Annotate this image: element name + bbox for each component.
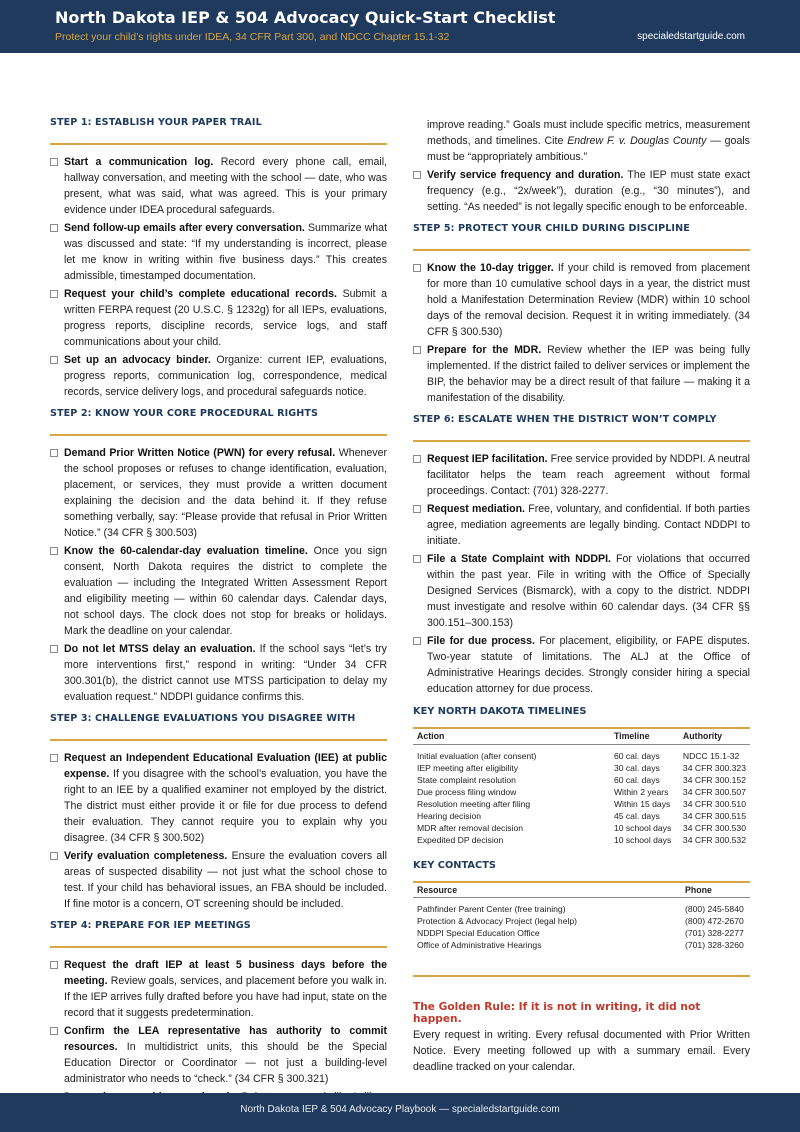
- table-row: Hearing decision 45 cal. days 34 CFR 300.515: [417, 810, 746, 821]
- column-header: Authority: [679, 729, 750, 744]
- table-row: Resolution meeting after filing Within 15 days 34 CFR 300.510: [417, 798, 746, 809]
- item-lead: Start a communication log.: [64, 156, 214, 168]
- item-text: Organize: current IEP, evaluations, progress reports, communication log, correspondence, medical records, service delivery logs, and procedural safeguards notice.: [64, 354, 387, 398]
- checkbox[interactable]: [50, 449, 58, 457]
- checklist-item[interactable]: [413, 451, 750, 499]
- left-column: [50, 117, 387, 1105]
- item-lead: Request your child’s complete educational records.: [64, 288, 337, 300]
- item-text: Ensure the evaluation covers all areas of suspected disability — not just what the school chose to test. If your child has behavioral issues, an FBA should be included. If fine motor is a concern, OT screening should be included.: [64, 850, 387, 910]
- item-text: Once you sign consent, North Dakota requires the district to complete the evaluation — including the Integrated Written Assessment Report and eligibility meeting — within 60 calendar days. Calendar days, not school days. The clock does not stop for breaks or holidays. Mark the deadline on your calendar.: [64, 545, 387, 637]
- page-subtitle: Protect your child’s rights under IDEA, 34 CFR Part 300, and NDCC Chapter 15.1-32: [55, 31, 450, 43]
- step-3-heading: STEP 3: CHALLENGE EVALUATIONS YOU DISAGREE WITH: [50, 713, 356, 724]
- item-text: Whenever the school proposes or refuses to change identification, evaluation, placement, or services, they must provide a written document explaining the decision and the data behind it. If they refuse something verbally, say: “Please provide that refusal in Prior Written Notice.” (34 CFR § 300.503): [64, 447, 387, 539]
- column-header: Action: [413, 729, 610, 744]
- item-continuation: improve reading.” Goals must include specific metrics, measurement methods, and timelines. Cite Endrew F. v. Douglas County — goals must be “appropriately ambitious.”: [427, 119, 750, 163]
- item-text: Free service provided by NDDPI. A neutral facilitator helps the team reach agreement without formal proceedings. Contact: (701) 328-2277.: [427, 453, 751, 497]
- checkbox[interactable]: [50, 961, 58, 969]
- item-lead: Prepare for the MDR.: [427, 344, 542, 356]
- checkbox[interactable]: [413, 555, 421, 563]
- checkbox[interactable]: [50, 1027, 58, 1035]
- step-4-heading: STEP 4: PREPARE FOR IEP MEETINGS: [50, 920, 251, 931]
- item-text: Record every phone call, email, hallway conversation, and meeting with the school — date, who was present, what was said, what was agreed. This is your primary evidence under IDEA procedural safeguards.: [64, 156, 387, 216]
- item-text: Review whether the IEP was being fully implemented. If the district failed to deliver services or implement the BIP, the behavior may be a direct result of that failure — making it a manifestation of the disability.: [427, 344, 750, 404]
- checkbox[interactable]: [50, 547, 58, 555]
- checklist-item[interactable]: [50, 750, 387, 846]
- item-text: For placement, eligibility, or FAPE disputes. Two-year statute of limitations. The ALJ at the Office of Administrative Hearings decides. Strongly consider hiring a special education attorney for due process.: [427, 635, 750, 695]
- table-row: Office of Administrative Hearings (701) 328-3260: [417, 940, 744, 950]
- item-lead: Send follow-up emails after every conversation.: [64, 222, 305, 234]
- checklist-item[interactable]: [413, 342, 750, 406]
- checkbox[interactable]: [50, 290, 58, 298]
- checklist-item[interactable]: [413, 633, 750, 697]
- step-2-heading: STEP 2: KNOW YOUR CORE PROCEDURAL RIGHTS: [50, 408, 319, 419]
- item-text: Review goals, services, and placement before you walk in. If the IEP arrives fully drafted before you have had input, state on the record that it suggests predetermination.: [64, 975, 387, 1019]
- table-row: MDR after removal decision 10 school days 34 CFR 300.530: [417, 822, 746, 833]
- item-lead: Verify evaluation completeness.: [64, 850, 228, 862]
- item-text: If you disagree with the school’s evaluation, you have the right to an IEE by a qualified examiner not employed by the district. The district must either provide it or file for due process to defend their evaluation. They cannot require you to explain why you disagree. (34 CFR § 300.502): [64, 768, 387, 844]
- checkbox[interactable]: [413, 346, 421, 354]
- item-lead: Request IEP facilitation.: [427, 453, 548, 465]
- step-1-heading: STEP 1: ESTABLISH YOUR PAPER TRAIL: [50, 117, 262, 128]
- item-lead: Verify service frequency and duration.: [427, 169, 624, 181]
- footer-text: North Dakota IEP & 504 Advocacy Playbook — specialedstartguide.com: [240, 1104, 560, 1115]
- item-lead: Know the 60-calendar-day evaluation timeline.: [64, 545, 308, 557]
- item-lead: Confirm the LEA representative has authority to commit resources.: [64, 1025, 387, 1053]
- item-lead: Do not let MTSS delay an evaluation.: [64, 643, 256, 655]
- checklist-item[interactable]: [50, 641, 387, 705]
- item-text: Submit a written FERPA request (20 U.S.C. § 1232g) for all IEPs, evaluations, progress reports, discipline records, service logs, and staff communications about your child.: [64, 288, 388, 348]
- checklist-item[interactable]: [50, 1023, 387, 1087]
- page-title: North Dakota IEP & 504 Advocacy Quick-Start Checklist: [55, 8, 556, 27]
- checklist-item[interactable]: [50, 957, 387, 1021]
- item-lead: File for due process.: [427, 635, 535, 647]
- table-row: Initial evaluation (after consent) 60 cal. days NDCC 15.1-32: [417, 750, 740, 761]
- item-lead: Request an Independent Educational Evaluation (IEE) at public expense.: [64, 752, 387, 780]
- item-text: If the school says “let’s try more interventions first,” respond in writing: “Under 34 CFR 300.301(b), the district cannot use MTSS participation to delay my evaluation request.” NDDPI guidance confirms this.: [64, 643, 387, 703]
- right-column: [413, 117, 750, 1075]
- contacts-table: [413, 881, 750, 952]
- checklist-item[interactable]: [50, 286, 387, 350]
- step-6-heading: STEP 6: ESCALATE WHEN THE DISTRICT WON’T COMPLY: [413, 414, 717, 425]
- table-row: Protection & Advocacy Project (legal help) (800) 472-2670: [417, 916, 744, 926]
- table-row: IEP meeting after eligibility 30 cal. days 34 CFR 300.323: [417, 762, 746, 773]
- item-lead: Know the 10-day trigger.: [427, 262, 554, 274]
- table-row: Due process filing window Within 2 years 34 CFR 300.507: [417, 786, 746, 797]
- page-header: [0, 0, 800, 53]
- checkbox[interactable]: [50, 158, 58, 166]
- item-text: The IEP must state exact frequency (e.g., “2x/week”), duration (e.g., “30 minutes”), and setting. “As needed” is not legally specific enough to be enforceable.: [427, 169, 751, 213]
- checklist-item[interactable]: [50, 445, 387, 541]
- checklist-item[interactable]: [50, 220, 387, 284]
- column-header: Phone: [681, 883, 750, 898]
- item-lead: Demand Prior Written Notice (PWN) for every refusal.: [64, 447, 336, 459]
- column-header: Timeline: [610, 729, 679, 744]
- checkbox[interactable]: [50, 356, 58, 364]
- checkbox[interactable]: [413, 264, 421, 272]
- table-row: Pathfinder Parent Center (free training) (800) 245-5840: [417, 904, 744, 914]
- checklist-item[interactable]: [413, 260, 750, 340]
- table-row: State complaint resolution 60 cal. days 34 CFR 300.152: [417, 774, 746, 785]
- table-row: NDDPI Special Education Office (701) 328-2277: [417, 928, 744, 938]
- item-lead: File a State Complaint with NDDPI.: [427, 553, 611, 565]
- checklist-item[interactable]: [50, 848, 387, 912]
- checklist-item[interactable]: [413, 167, 750, 215]
- contacts-heading: KEY CONTACTS: [413, 859, 496, 871]
- item-text: In multidistrict units, this should be the Special Education Director or Coordinator — not just a building-level administrator who needs to “check.” (34 CFR § 300.321): [64, 1041, 387, 1085]
- checklist-item[interactable]: [50, 154, 387, 218]
- checklist-item[interactable]: [50, 352, 387, 400]
- site-link[interactable]: specialedstartguide.com: [637, 31, 745, 42]
- item-text: For violations that occurred within the past year. File in writing with the Office of Specially Designed Services (Bismarck), with a copy to the district. NDDPI must investigate and resolve within 60 calendar days. (34 CFR §§ 300.151–300.153): [427, 553, 750, 629]
- checkbox[interactable]: [50, 852, 58, 860]
- item-lead: Request the draft IEP at least 5 business days before the meeting.: [64, 959, 387, 987]
- checklist-item[interactable]: [413, 501, 750, 549]
- checkbox[interactable]: [413, 505, 421, 513]
- table-row: Expedited DP decision 10 school days 34 CFR 300.532: [417, 834, 746, 845]
- item-text: Free, voluntary, and confidential. If both parties agree, mediation agreements are legally binding. Contact NDDPI to initiate.: [427, 503, 750, 547]
- item-lead: Request mediation.: [427, 503, 525, 515]
- timelines-table: [413, 727, 750, 846]
- checkbox[interactable]: [413, 637, 421, 645]
- checklist-item[interactable]: [413, 551, 750, 631]
- golden-rule-heading: The Golden Rule: If it is not in writing, it did not happen.: [413, 1001, 701, 1025]
- checkbox[interactable]: [50, 224, 58, 232]
- item-lead: Set up an advocacy binder.: [64, 354, 211, 366]
- checkbox[interactable]: [413, 455, 421, 463]
- checklist-item[interactable]: [50, 543, 387, 639]
- step-5-heading: STEP 5: PROTECT YOUR CHILD DURING DISCIPLINE: [413, 223, 690, 234]
- golden-rule-text: Every request in writing. Every refusal documented with Prior Written Notice. Every meeting followed up with a summary email. Every deadline tracked on your calendar.: [413, 1029, 750, 1073]
- checkbox[interactable]: [50, 645, 58, 653]
- item-text: Summarize what was discussed and state: “If my understanding is incorrect, please let me know in writing within five business days.” This creates admissible, timestamped documentation.: [64, 222, 388, 282]
- item-text: If your child is removed from placement for more than 10 cumulative school days in a year, the district must hold a Manifestation Determination Review (MDR) within 10 school days of the removal decision. Request it in writing immediately. (34 CFR § 300.530): [427, 262, 751, 338]
- page-footer: [0, 1093, 800, 1132]
- timelines-heading: KEY NORTH DAKOTA TIMELINES: [413, 706, 587, 717]
- column-header: Resource: [413, 883, 681, 898]
- checkbox[interactable]: [413, 171, 421, 179]
- checkbox[interactable]: [50, 754, 58, 762]
